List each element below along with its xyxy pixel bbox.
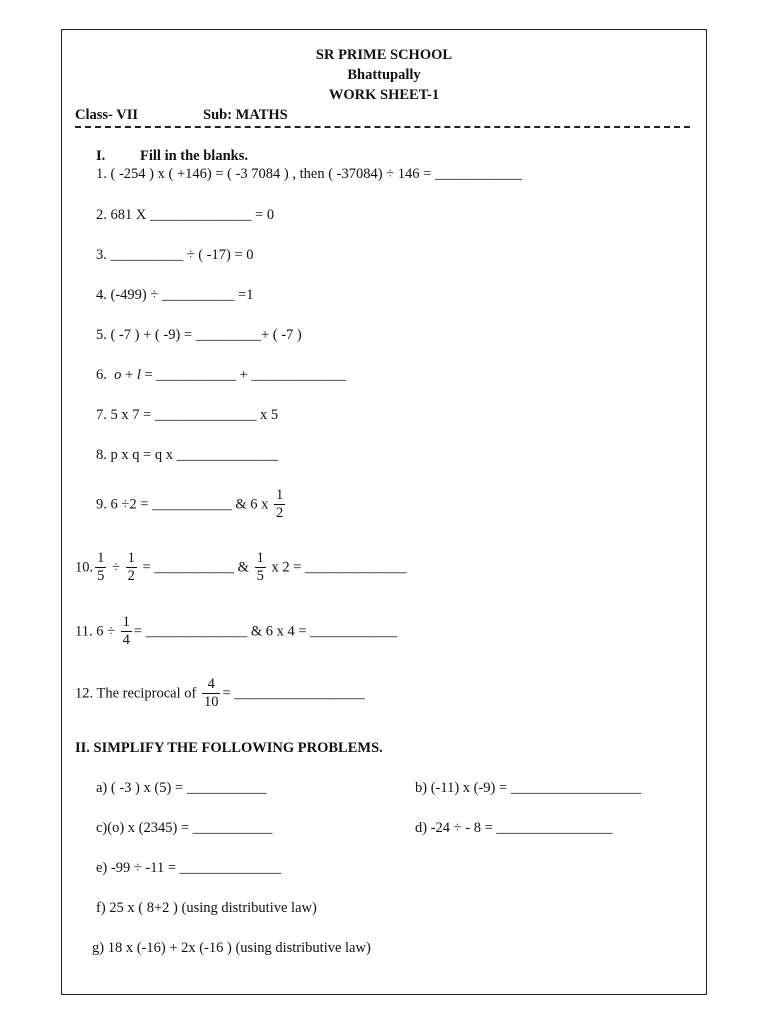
- header-divider: [75, 126, 690, 128]
- question-12-end: = __________________: [222, 685, 365, 702]
- fraction-denominator: 2: [127, 568, 135, 584]
- class-label: Class- VII: [75, 107, 138, 123]
- question-10-middle: = ___________ &: [142, 559, 249, 576]
- worksheet-title: WORK SHEET-1: [328, 87, 440, 103]
- worksheet-page: [61, 29, 707, 995]
- fraction-numerator: 1: [122, 614, 130, 630]
- fraction-denominator: 4: [122, 632, 130, 648]
- fraction-one-half: [274, 487, 285, 522]
- question-6-number: 6.: [96, 367, 107, 383]
- question-11: [75, 614, 397, 649]
- fraction-one-fifth: [255, 550, 266, 585]
- problem-f: f) 25 x ( 8+2 ) (using distributive law): [96, 900, 317, 916]
- school-place: Bhattupally: [347, 67, 421, 83]
- variable-l: l: [136, 367, 141, 383]
- question-2: 2. 681 X ______________ = 0: [96, 207, 275, 223]
- problem-b: b) (-11) x (-9) = __________________: [415, 780, 642, 796]
- fraction-numerator: 1: [127, 550, 135, 566]
- plus-sign: +: [125, 367, 134, 383]
- subject-label: Sub: MATHS: [203, 107, 288, 123]
- fraction-numerator: 1: [276, 487, 284, 503]
- section1-number: I.: [96, 148, 106, 164]
- problem-c: c)(o) x (2345) = ___________: [96, 820, 273, 836]
- question-6: [96, 366, 346, 384]
- problem-a: a) ( -3 ) x (5) = ___________: [96, 780, 267, 796]
- question-11-text: 11. 6 ÷: [75, 623, 116, 640]
- question-1: 1. ( -254 ) x ( +146) = ( -3 7084 ) , then ( -37084) ÷ 146 = ____________: [96, 166, 522, 182]
- question-3: 3. __________ ÷ ( -17) = 0: [96, 247, 254, 263]
- fraction-denominator: 5: [256, 568, 264, 584]
- divide-sign: ÷: [112, 559, 120, 576]
- question-6-blanks: = ___________ + _____________: [140, 367, 346, 383]
- question-9: [96, 487, 287, 522]
- fraction-numerator: 1: [256, 550, 264, 566]
- question-10: [75, 550, 407, 585]
- question-12-text: 12. The reciprocal of: [75, 685, 197, 702]
- section1-title: Fill in the blanks.: [140, 148, 248, 164]
- question-12: [75, 676, 365, 711]
- fraction-one-fifth: [95, 550, 106, 585]
- fraction-numerator: 4: [202, 676, 221, 694]
- fraction-numerator: 1: [97, 550, 105, 566]
- problem-d: d) -24 ÷ - 8 = ________________: [415, 820, 613, 836]
- question-4: 4. (-499) ÷ __________ =1: [96, 287, 254, 303]
- fraction-one-quarter: [121, 614, 132, 649]
- question-10-number: 10.: [75, 559, 94, 576]
- fraction-four-tenths: [202, 676, 221, 711]
- question-8: 8. p x q = q x ______________: [96, 447, 279, 463]
- school-name: SR PRIME SCHOOL: [315, 47, 453, 63]
- question-7: 7. 5 x 7 = ______________ x 5: [96, 407, 279, 423]
- question-11-end: = ______________ & 6 x 4 = ____________: [133, 623, 398, 640]
- problem-e: e) -99 ÷ -11 = ______________: [96, 860, 282, 876]
- fraction-denominator: 10: [203, 694, 219, 710]
- variable-o: o: [114, 367, 122, 383]
- section2-title: II. SIMPLIFY THE FOLLOWING PROBLEMS.: [75, 740, 383, 756]
- fraction-one-half: [126, 550, 137, 585]
- problem-g: g) 18 x (-16) + 2x (-16 ) (using distributive law): [92, 940, 371, 956]
- question-10-end: x 2 = ______________: [271, 559, 407, 576]
- fraction-denominator: 5: [97, 568, 105, 584]
- fraction-denominator: 2: [276, 505, 284, 521]
- question-9-text: 9. 6 ÷2 = ___________ & 6 x: [96, 496, 269, 513]
- question-5: 5. ( -7 ) + ( -9) = _________+ ( -7 ): [96, 327, 302, 343]
